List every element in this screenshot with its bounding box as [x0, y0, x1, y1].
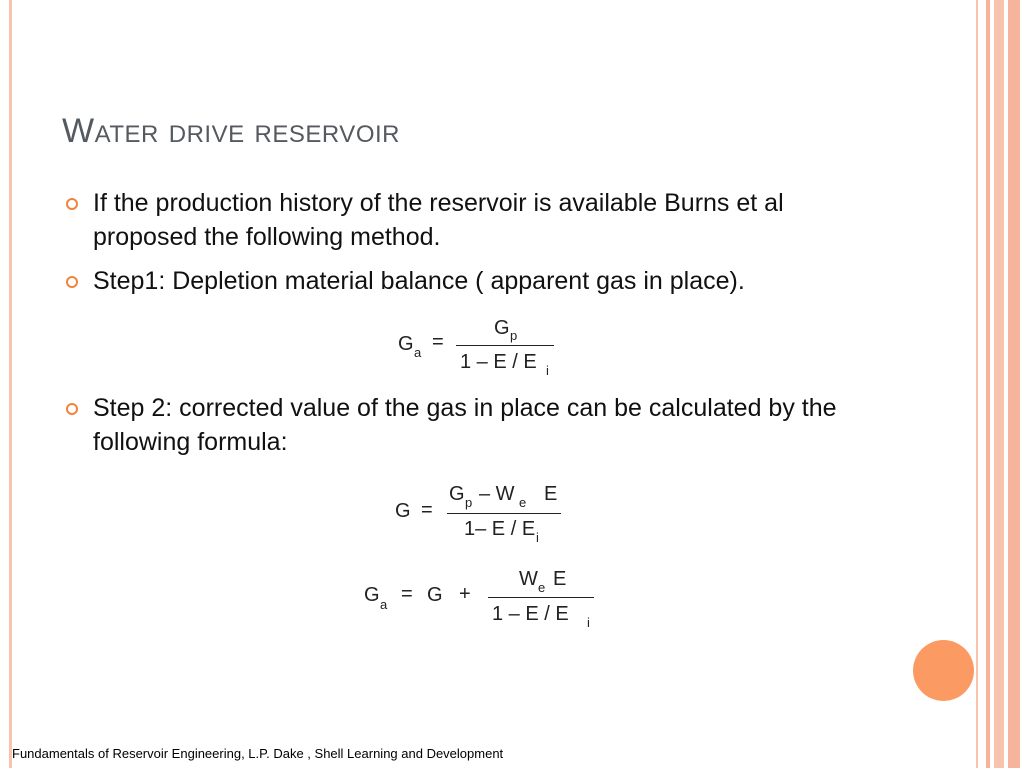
eq1-lhs-sub: a: [414, 345, 422, 360]
frame-line-right-4: [1008, 0, 1020, 768]
equation-apparent-relation: [364, 566, 600, 630]
eq1-num-sub: p: [510, 328, 518, 343]
eq3-lhs: G: [364, 584, 380, 606]
eq3-lhs-sub: a: [380, 597, 388, 612]
frame-line-right-1: [976, 0, 978, 768]
frame-line-right-2: [986, 0, 990, 768]
eq3-num-end: E: [553, 568, 567, 590]
eq2-fraction-bar: [447, 513, 561, 514]
eq2-num-end: E: [544, 483, 558, 505]
eq2-den: 1– E / E: [464, 518, 536, 540]
bullet-dot-icon: [66, 198, 78, 210]
eq1-den: 1 – E / E: [460, 351, 537, 373]
eq1-lhs: G: [398, 333, 414, 355]
slide-title: Water drive reservoir: [62, 112, 400, 150]
bullet-1-text: If the production history of the reservoir is available Burns et al proposed the following method.: [93, 189, 784, 251]
eq3-num-sub: e: [538, 580, 546, 595]
equation-apparent-gas: [398, 315, 568, 377]
bullet-1: [66, 186, 866, 254]
eq2-num: G: [449, 483, 465, 505]
bullet-2: [66, 264, 866, 298]
bullet-2-text: Step1: Depletion material balance ( apparent gas in place).: [93, 267, 745, 295]
eq3-den-sub: i: [587, 615, 590, 630]
eq3-num: W: [519, 568, 538, 590]
eq2-equals: =: [421, 499, 433, 521]
bullet-3: [66, 391, 866, 459]
eq3-plus: +: [459, 583, 471, 605]
eq1-den-sub: i: [546, 363, 549, 378]
eq1-fraction-bar: [456, 345, 554, 346]
eq3-fraction-bar: [488, 597, 594, 598]
eq3-g: G: [427, 584, 443, 606]
eq2-num-sub: p: [465, 495, 473, 510]
eq2-lhs: G: [395, 500, 411, 522]
eq1-num: G: [494, 317, 510, 339]
bullet-dot-icon: [66, 276, 78, 288]
eq3-den: 1 – E / E: [492, 603, 569, 625]
frame-line-left: [9, 0, 12, 768]
footer-citation: Fundamentals of Reservoir Engineering, L.P. Dake , Shell Learning and Development: [12, 746, 504, 761]
bullet-3-text: Step 2: corrected value of the gas in place can be calculated by the following formula:: [93, 394, 837, 456]
eq2-num-mid-sub: e: [519, 495, 527, 510]
equation-corrected-gas: [395, 480, 565, 544]
frame-line-right-3: [994, 0, 1004, 768]
decorative-circle: [913, 640, 974, 701]
eq2-num-mid: – W: [479, 483, 515, 505]
bullet-dot-icon: [66, 403, 78, 415]
eq3-equals: =: [401, 583, 413, 605]
eq2-den-sub: i: [536, 530, 539, 545]
eq1-equals: =: [432, 331, 444, 353]
